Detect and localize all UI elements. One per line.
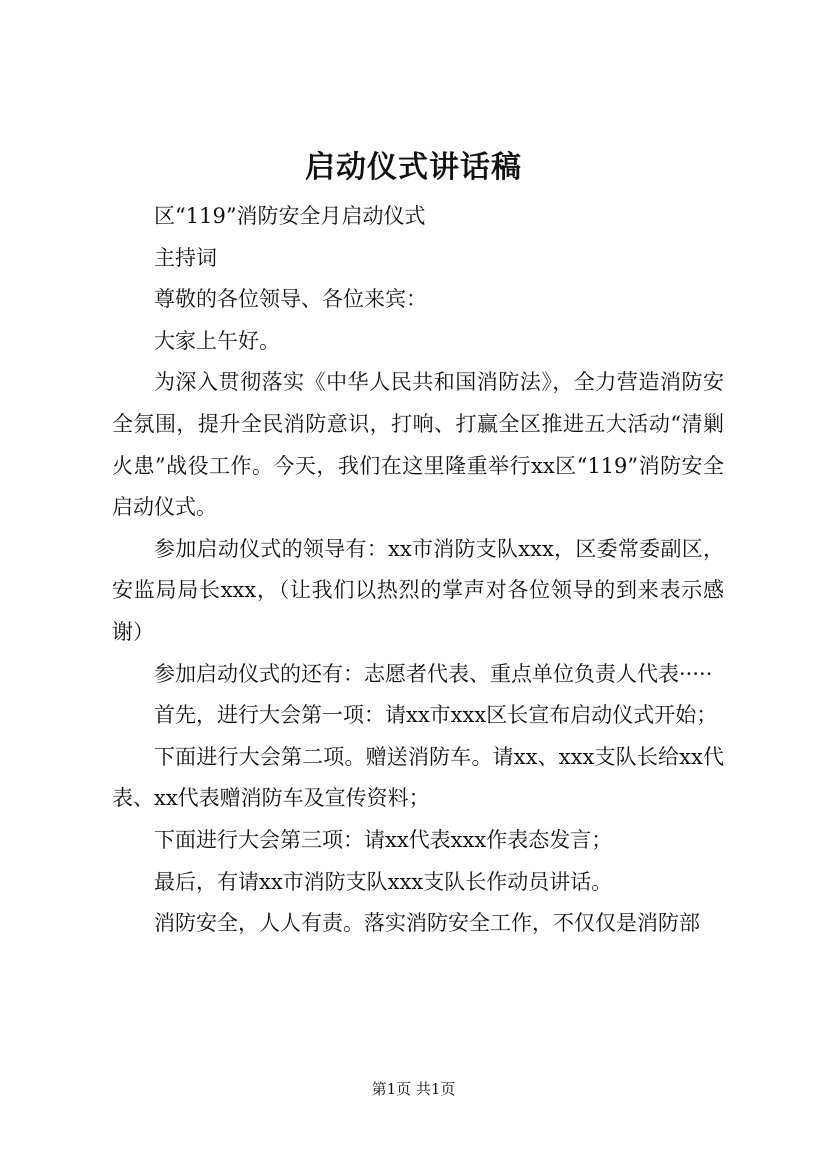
paragraph: 消防安全，人人有责。落实消防安全工作，不仅仅是消防部 bbox=[154, 911, 700, 936]
paragraph: 首先，进行大会第一项：请xx市xxx区长宣布启动仪式开始； bbox=[154, 703, 718, 728]
paragraph: 尊敬的各位领导、各位来宾： bbox=[154, 287, 427, 312]
paragraph: 下面进行大会第三项：请xx代表xxx作表态发言； bbox=[154, 827, 613, 852]
paragraph: 下面进行大会第二项。赠送消防车。请xx、xxx支队长给xx代表、xx代表赠消防车及宣传资料； bbox=[112, 744, 724, 811]
paragraph: 最后，有请xx市消防支队xxx支队长作动员讲话。 bbox=[154, 869, 613, 894]
document-body bbox=[112, 196, 724, 945]
paragraph: 主持词 bbox=[154, 245, 217, 270]
paragraph: 区“119”消防安全月启动仪式 bbox=[154, 204, 426, 228]
paragraph: 参加启动仪式的还有：志愿者代表、重点单位负责人代表····· bbox=[154, 661, 713, 686]
paragraph: 为深入贯彻落实《中华人民共和国消防法》，全力营造消防安全氛围，提升全民消防意识，打响、打赢全区推进五大活动“清剿火患”战役工作。今天，我们在这里隆重举行xx区“119”消防安全启动仪式。 bbox=[112, 370, 724, 520]
paragraph: 参加启动仪式的领导有：xx市消防支队xxx，区委常委副区，安监局局长xxx，（让我们以热烈的掌声对各位领导的到来表示感谢） bbox=[112, 536, 724, 644]
page-footer: 第1页 共1页 bbox=[371, 1080, 456, 1098]
document-title: 启动仪式讲话稿 bbox=[305, 150, 522, 185]
paragraph: 大家上午好。 bbox=[154, 328, 280, 353]
